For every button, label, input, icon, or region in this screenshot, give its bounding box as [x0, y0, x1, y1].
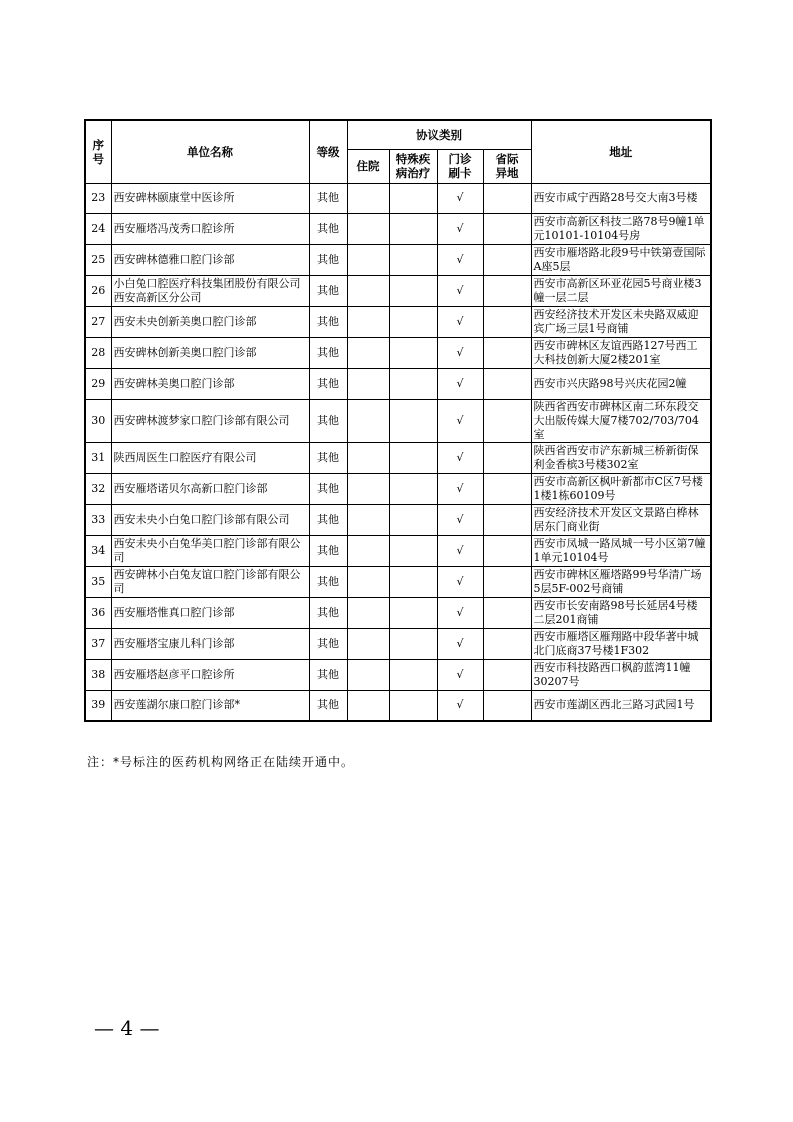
unit-name: 西安碑林颐康堂中医诊所: [111, 183, 309, 213]
table-row: [85, 566, 711, 597]
level-cell: 其他: [309, 306, 347, 337]
province-cell: [483, 306, 531, 337]
unit-name: 西安碑林德雅口腔门诊部: [111, 244, 309, 275]
level-cell: 其他: [309, 504, 347, 535]
row-number: 25: [85, 244, 111, 275]
table-row: [85, 337, 711, 368]
province-cell: [483, 566, 531, 597]
outpatient-cell: √: [437, 183, 483, 213]
inpatient-cell: [347, 566, 389, 597]
inpatient-cell: [347, 690, 389, 721]
outpatient-cell: √: [437, 399, 483, 442]
outpatient-cell: √: [437, 473, 483, 504]
unit-name: 西安雁塔赵彦平口腔诊所: [111, 659, 309, 690]
table-row: [85, 306, 711, 337]
table-row: [85, 399, 711, 442]
row-number: 38: [85, 659, 111, 690]
address-cell: 西安经济技术开发区未央路双威迎宾广场三层1号商铺: [531, 306, 711, 337]
address-cell: 西安市高新区科技二路78号9幢1单元10101-10104号房: [531, 213, 711, 244]
province-cell: [483, 368, 531, 399]
address-cell: 西安市莲湖区西北三路习武园1号: [531, 690, 711, 721]
special-cell: [389, 275, 437, 306]
outpatient-cell: √: [437, 504, 483, 535]
province-cell: [483, 628, 531, 659]
unit-name: 小白兔口腔医疗科技集团股份有限公司西安高新区分公司: [111, 275, 309, 306]
header-outpatient: 门诊 刷卡: [437, 149, 483, 183]
special-cell: [389, 566, 437, 597]
province-cell: [483, 659, 531, 690]
row-number: 31: [85, 442, 111, 473]
inpatient-cell: [347, 337, 389, 368]
address-cell: 西安市雁塔路北段9号中铁第壹国际A座5层: [531, 244, 711, 275]
table-row: [85, 368, 711, 399]
special-cell: [389, 368, 437, 399]
inpatient-cell: [347, 368, 389, 399]
address-cell: 西安市科技路西口枫韵蓝湾11幢30207号: [531, 659, 711, 690]
special-cell: [389, 399, 437, 442]
address-cell: 西安市碑林区友谊西路127号西工大科技创新大厦2楼201室: [531, 337, 711, 368]
table-row: [85, 275, 711, 306]
address-cell: 西安经济技术开发区文景路白桦林居东门商业街: [531, 504, 711, 535]
special-cell: [389, 183, 437, 213]
unit-name: 西安莲湖尔康口腔门诊部*: [111, 690, 309, 721]
special-cell: [389, 628, 437, 659]
level-cell: 其他: [309, 473, 347, 504]
row-number: 27: [85, 306, 111, 337]
province-cell: [483, 504, 531, 535]
province-cell: [483, 473, 531, 504]
province-cell: [483, 183, 531, 213]
address-cell: 西安市咸宁西路28号交大南3号楼: [531, 183, 711, 213]
outpatient-cell: √: [437, 337, 483, 368]
header-province: 省际 异地: [483, 149, 531, 183]
unit-name: 西安碑林渡梦家口腔门诊部有限公司: [111, 399, 309, 442]
province-cell: [483, 275, 531, 306]
inpatient-cell: [347, 597, 389, 628]
table-row: [85, 659, 711, 690]
special-cell: [389, 213, 437, 244]
special-cell: [389, 442, 437, 473]
outpatient-cell: √: [437, 566, 483, 597]
special-cell: [389, 597, 437, 628]
inpatient-cell: [347, 275, 389, 306]
table-row: [85, 213, 711, 244]
province-cell: [483, 244, 531, 275]
inpatient-cell: [347, 442, 389, 473]
address-cell: 西安市碑林区雁塔路99号华清广场5层5F-002号商铺: [531, 566, 711, 597]
outpatient-cell: √: [437, 659, 483, 690]
inpatient-cell: [347, 628, 389, 659]
table-row: [85, 183, 711, 213]
outpatient-cell: √: [437, 306, 483, 337]
unit-name: 西安未央小白兔口腔门诊部有限公司: [111, 504, 309, 535]
inpatient-cell: [347, 399, 389, 442]
row-number: 36: [85, 597, 111, 628]
address-cell: 西安市凤城一路凤城一号小区第7幢1单元10104号: [531, 535, 711, 566]
special-cell: [389, 473, 437, 504]
province-cell: [483, 399, 531, 442]
page-number: — 4 —: [94, 1016, 160, 1040]
outpatient-cell: √: [437, 597, 483, 628]
row-number: 29: [85, 368, 111, 399]
level-cell: 其他: [309, 368, 347, 399]
outpatient-cell: √: [437, 442, 483, 473]
header-seq: 序 号: [85, 120, 111, 183]
table-row: [85, 690, 711, 721]
special-cell: [389, 337, 437, 368]
address-cell: 陕西省西安市碑林区南二环东段交大出版传媒大厦7楼702/703/704室: [531, 399, 711, 442]
level-cell: 其他: [309, 183, 347, 213]
table-row: [85, 244, 711, 275]
level-cell: 其他: [309, 442, 347, 473]
row-number: 35: [85, 566, 111, 597]
header-inpatient: 住院: [347, 149, 389, 183]
row-number: 24: [85, 213, 111, 244]
table-row: [85, 442, 711, 473]
outpatient-cell: √: [437, 368, 483, 399]
unit-name: 陕西周医生口腔医疗有限公司: [111, 442, 309, 473]
header-name: 单位名称: [111, 120, 309, 183]
outpatient-cell: √: [437, 244, 483, 275]
row-number: 32: [85, 473, 111, 504]
level-cell: 其他: [309, 566, 347, 597]
province-cell: [483, 213, 531, 244]
inpatient-cell: [347, 504, 389, 535]
unit-name: 西安雁塔冯茂秀口腔诊所: [111, 213, 309, 244]
unit-name: 西安雁塔惟真口腔门诊部: [111, 597, 309, 628]
inpatient-cell: [347, 473, 389, 504]
row-number: 34: [85, 535, 111, 566]
inpatient-cell: [347, 213, 389, 244]
inpatient-cell: [347, 306, 389, 337]
unit-name: 西安碑林小白兔友谊口腔门诊部有限公司: [111, 566, 309, 597]
level-cell: 其他: [309, 628, 347, 659]
address-cell: 西安市雁塔区雁翔路中段华著中城北门底商37号楼1F302: [531, 628, 711, 659]
level-cell: 其他: [309, 535, 347, 566]
header-special: 特殊疾 病治疗: [389, 149, 437, 183]
level-cell: 其他: [309, 690, 347, 721]
unit-name: 西安碑林创新美奥口腔门诊部: [111, 337, 309, 368]
special-cell: [389, 306, 437, 337]
row-number: 28: [85, 337, 111, 368]
table-row: [85, 504, 711, 535]
outpatient-cell: √: [437, 275, 483, 306]
address-cell: 西安市长安南路98号长延居4号楼二层201商铺: [531, 597, 711, 628]
unit-name: 西安未央小白兔华美口腔门诊部有限公司: [111, 535, 309, 566]
inpatient-cell: [347, 659, 389, 690]
table-row: [85, 628, 711, 659]
level-cell: 其他: [309, 659, 347, 690]
footnote: 注：*号标注的医药机构网络正在陆续开通中。: [87, 755, 355, 769]
table-row: [85, 535, 711, 566]
address-cell: 西安市高新区枫叶新都市C区7号楼1楼1栋60109号: [531, 473, 711, 504]
level-cell: 其他: [309, 213, 347, 244]
outpatient-cell: √: [437, 690, 483, 721]
unit-name: 西安雁塔宝康儿科门诊部: [111, 628, 309, 659]
special-cell: [389, 690, 437, 721]
header-category: 协议类别: [347, 120, 531, 149]
address-cell: 西安市高新区环亚花园5号商业楼3幢一层二层: [531, 275, 711, 306]
province-cell: [483, 535, 531, 566]
level-cell: 其他: [309, 275, 347, 306]
unit-name: 西安雁塔诺贝尔高新口腔门诊部: [111, 473, 309, 504]
province-cell: [483, 337, 531, 368]
unit-name: 西安未央创新美奥口腔门诊部: [111, 306, 309, 337]
row-number: 30: [85, 399, 111, 442]
table-row: [85, 597, 711, 628]
address-cell: 陕西省西安市浐东新城三桥新街保利金香槟3号楼302室: [531, 442, 711, 473]
special-cell: [389, 535, 437, 566]
table-row: [85, 473, 711, 504]
header-level: 等级: [309, 120, 347, 183]
level-cell: 其他: [309, 244, 347, 275]
unit-name: 西安碑林美奥口腔门诊部: [111, 368, 309, 399]
row-number: 33: [85, 504, 111, 535]
outpatient-cell: √: [437, 213, 483, 244]
row-number: 26: [85, 275, 111, 306]
province-cell: [483, 442, 531, 473]
special-cell: [389, 244, 437, 275]
institution-table: [84, 119, 712, 722]
special-cell: [389, 659, 437, 690]
row-number: 37: [85, 628, 111, 659]
level-cell: 其他: [309, 399, 347, 442]
province-cell: [483, 690, 531, 721]
outpatient-cell: √: [437, 535, 483, 566]
outpatient-cell: √: [437, 628, 483, 659]
special-cell: [389, 504, 437, 535]
level-cell: 其他: [309, 597, 347, 628]
inpatient-cell: [347, 244, 389, 275]
address-cell: 西安市兴庆路98号兴庆花园2幢: [531, 368, 711, 399]
header-address: 地址: [531, 120, 711, 183]
level-cell: 其他: [309, 337, 347, 368]
row-number: 39: [85, 690, 111, 721]
row-number: 23: [85, 183, 111, 213]
inpatient-cell: [347, 535, 389, 566]
province-cell: [483, 597, 531, 628]
inpatient-cell: [347, 183, 389, 213]
